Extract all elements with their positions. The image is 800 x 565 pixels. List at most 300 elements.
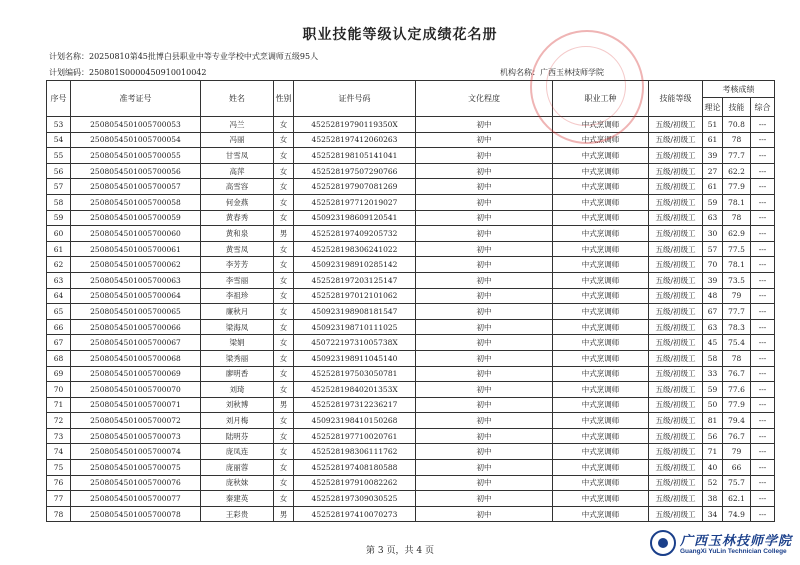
header-education: 文化程度 bbox=[416, 81, 553, 117]
cell-level: 五级/初级工 bbox=[649, 288, 703, 304]
cell-theory: 57 bbox=[703, 241, 723, 257]
cell-level: 五级/初级工 bbox=[649, 241, 703, 257]
table-row bbox=[47, 226, 775, 242]
cell-education: 初中 bbox=[416, 335, 553, 351]
table-row bbox=[47, 194, 775, 210]
cell-theory: 52 bbox=[703, 475, 723, 491]
cell-trade: 中式烹调师 bbox=[553, 335, 649, 351]
cell-exam-no: 2508054501005700071 bbox=[71, 397, 201, 413]
cell-trade: 中式烹调师 bbox=[553, 319, 649, 335]
cell-id-no: 450923198710111025 bbox=[294, 319, 416, 335]
cell-overall: --- bbox=[751, 444, 775, 460]
cell-trade: 中式烹调师 bbox=[553, 210, 649, 226]
cell-id-no: 450923198910285142 bbox=[294, 257, 416, 273]
table-row bbox=[47, 397, 775, 413]
cell-overall: --- bbox=[751, 506, 775, 522]
cell-level: 五级/初级工 bbox=[649, 506, 703, 522]
cell-name: 陆明芬 bbox=[201, 428, 274, 444]
cell-education: 初中 bbox=[416, 179, 553, 195]
cell-trade: 中式烹调师 bbox=[553, 475, 649, 491]
cell-theory: 30 bbox=[703, 226, 723, 242]
cell-exam-no: 2508054501005700069 bbox=[71, 366, 201, 382]
cell-name: 梁秀丽 bbox=[201, 350, 274, 366]
cell-exam-no: 2508054501005700064 bbox=[71, 288, 201, 304]
table-row bbox=[47, 272, 775, 288]
cell-trade: 中式烹调师 bbox=[553, 132, 649, 148]
table-row bbox=[47, 491, 775, 507]
cell-education: 初中 bbox=[416, 506, 553, 522]
cell-gender: 女 bbox=[274, 210, 294, 226]
cell-level: 五级/初级工 bbox=[649, 132, 703, 148]
cell-education: 初中 bbox=[416, 350, 553, 366]
cell-id-no: 452528197312236217 bbox=[294, 397, 416, 413]
cell-gender: 女 bbox=[274, 460, 294, 476]
cell-level: 五级/初级工 bbox=[649, 117, 703, 133]
cell-seq: 56 bbox=[47, 163, 71, 179]
organization-label: 机构名称： bbox=[500, 68, 540, 77]
cell-id-no: 452528197710020761 bbox=[294, 428, 416, 444]
cell-skill: 79 bbox=[723, 288, 751, 304]
header-scores-group: 考核成绩 bbox=[703, 81, 775, 98]
cell-theory: 81 bbox=[703, 413, 723, 429]
cell-theory: 39 bbox=[703, 272, 723, 288]
cell-theory: 61 bbox=[703, 179, 723, 195]
cell-trade: 中式烹调师 bbox=[553, 304, 649, 320]
cell-theory: 59 bbox=[703, 382, 723, 398]
cell-education: 初中 bbox=[416, 117, 553, 133]
cell-skill: 79.4 bbox=[723, 413, 751, 429]
cell-education: 初中 bbox=[416, 491, 553, 507]
cell-theory: 39 bbox=[703, 148, 723, 164]
cell-level: 五级/初级工 bbox=[649, 491, 703, 507]
cell-overall: --- bbox=[751, 319, 775, 335]
cell-skill: 62.1 bbox=[723, 491, 751, 507]
cell-gender: 女 bbox=[274, 148, 294, 164]
cell-exam-no: 2508054501005700057 bbox=[71, 179, 201, 195]
cell-theory: 48 bbox=[703, 288, 723, 304]
cell-seq: 57 bbox=[47, 179, 71, 195]
college-emblem-icon bbox=[650, 530, 676, 556]
cell-skill: 77.6 bbox=[723, 382, 751, 398]
cell-name: 廉秋月 bbox=[201, 304, 274, 320]
cell-name: 高雪容 bbox=[201, 179, 274, 195]
cell-seq: 62 bbox=[47, 257, 71, 273]
cell-skill: 78 bbox=[723, 210, 751, 226]
cell-id-no: 452528197907081269 bbox=[294, 179, 416, 195]
cell-education: 初中 bbox=[416, 382, 553, 398]
cell-skill: 77.9 bbox=[723, 397, 751, 413]
cell-education: 初中 bbox=[416, 241, 553, 257]
cell-skill: 75.4 bbox=[723, 335, 751, 351]
cell-level: 五级/初级工 bbox=[649, 444, 703, 460]
table-row bbox=[47, 335, 775, 351]
cell-exam-no: 2508054501005700059 bbox=[71, 210, 201, 226]
cell-name: 庞丽蓉 bbox=[201, 460, 274, 476]
cell-trade: 中式烹调师 bbox=[553, 382, 649, 398]
cell-gender: 女 bbox=[274, 366, 294, 382]
cell-seq: 64 bbox=[47, 288, 71, 304]
cell-exam-no: 2508054501005700078 bbox=[71, 506, 201, 522]
cell-skill: 70.8 bbox=[723, 117, 751, 133]
cell-level: 五级/初级工 bbox=[649, 382, 703, 398]
cell-id-no: 452528197503050781 bbox=[294, 366, 416, 382]
cell-skill: 77.7 bbox=[723, 304, 751, 320]
cell-overall: --- bbox=[751, 304, 775, 320]
cell-level: 五级/初级工 bbox=[649, 335, 703, 351]
cell-overall: --- bbox=[751, 428, 775, 444]
cell-exam-no: 2508054501005700061 bbox=[71, 241, 201, 257]
cell-gender: 女 bbox=[274, 288, 294, 304]
cell-gender: 女 bbox=[274, 179, 294, 195]
cell-education: 初中 bbox=[416, 413, 553, 429]
cell-education: 初中 bbox=[416, 319, 553, 335]
cell-trade: 中式烹调师 bbox=[553, 460, 649, 476]
cell-name: 梁海凤 bbox=[201, 319, 274, 335]
cell-theory: 67 bbox=[703, 304, 723, 320]
table-row bbox=[47, 350, 775, 366]
cell-trade: 中式烹调师 bbox=[553, 288, 649, 304]
cell-level: 五级/初级工 bbox=[649, 304, 703, 320]
cell-trade: 中式烹调师 bbox=[553, 241, 649, 257]
cell-exam-no: 2508054501005700068 bbox=[71, 350, 201, 366]
plan-code-value: 250801S000045091001004​2 bbox=[89, 68, 207, 77]
cell-skill: 78.1 bbox=[723, 257, 751, 273]
cell-gender: 女 bbox=[274, 132, 294, 148]
cell-skill: 76.7 bbox=[723, 428, 751, 444]
cell-level: 五级/初级工 bbox=[649, 257, 703, 273]
cell-name: 黄春秀 bbox=[201, 210, 274, 226]
plan-code bbox=[49, 67, 206, 78]
cell-name: 黄雪凤 bbox=[201, 241, 274, 257]
cell-exam-no: 2508054501005700075 bbox=[71, 460, 201, 476]
cell-name: 秦建英 bbox=[201, 491, 274, 507]
cell-level: 五级/初级工 bbox=[649, 350, 703, 366]
table-row bbox=[47, 288, 775, 304]
cell-education: 初中 bbox=[416, 460, 553, 476]
cell-id-no: 452528197412060263 bbox=[294, 132, 416, 148]
cell-id-no: 450923198911045140 bbox=[294, 350, 416, 366]
cell-education: 初中 bbox=[416, 210, 553, 226]
cell-name: 刘琦 bbox=[201, 382, 274, 398]
cell-id-no: 450923198609120541 bbox=[294, 210, 416, 226]
cell-trade: 中式烹调师 bbox=[553, 366, 649, 382]
cell-gender: 女 bbox=[274, 241, 294, 257]
cell-seq: 63 bbox=[47, 272, 71, 288]
cell-name: 冯丽 bbox=[201, 132, 274, 148]
cell-overall: --- bbox=[751, 194, 775, 210]
cell-trade: 中式烹调师 bbox=[553, 444, 649, 460]
cell-seq: 73 bbox=[47, 428, 71, 444]
cell-education: 初中 bbox=[416, 475, 553, 491]
cell-education: 初中 bbox=[416, 272, 553, 288]
cell-gender: 女 bbox=[274, 319, 294, 335]
cell-level: 五级/初级工 bbox=[649, 210, 703, 226]
table-row bbox=[47, 210, 775, 226]
cell-id-no: 452528198306241022 bbox=[294, 241, 416, 257]
table-row bbox=[47, 382, 775, 398]
cell-exam-no: 2508054501005700070 bbox=[71, 382, 201, 398]
cell-overall: --- bbox=[751, 272, 775, 288]
plan-name bbox=[49, 51, 318, 62]
cell-level: 五级/初级工 bbox=[649, 319, 703, 335]
cell-id-no: 452528197408180588 bbox=[294, 460, 416, 476]
cell-skill: 66 bbox=[723, 460, 751, 476]
table-row bbox=[47, 366, 775, 382]
cell-trade: 中式烹调师 bbox=[553, 148, 649, 164]
cell-trade: 中式烹调师 bbox=[553, 350, 649, 366]
cell-skill: 78 bbox=[723, 350, 751, 366]
table-row bbox=[47, 163, 775, 179]
cell-gender: 男 bbox=[274, 506, 294, 522]
cell-theory: 38 bbox=[703, 491, 723, 507]
cell-level: 五级/初级工 bbox=[649, 272, 703, 288]
cell-theory: 45 bbox=[703, 335, 723, 351]
cell-seq: 78 bbox=[47, 506, 71, 522]
header-level: 技能等级 bbox=[649, 81, 703, 117]
cell-gender: 女 bbox=[274, 350, 294, 366]
table-row bbox=[47, 428, 775, 444]
cell-exam-no: 2508054501005700072 bbox=[71, 413, 201, 429]
cell-theory: 50 bbox=[703, 397, 723, 413]
cell-id-no: 452528198105141041 bbox=[294, 148, 416, 164]
cell-theory: 63 bbox=[703, 210, 723, 226]
cell-seq: 65 bbox=[47, 304, 71, 320]
cell-name: 廖明香 bbox=[201, 366, 274, 382]
cell-skill: 77.7 bbox=[723, 148, 751, 164]
page-indicator: 第 3 页，共 4 页 bbox=[366, 546, 434, 556]
cell-gender: 男 bbox=[274, 397, 294, 413]
cell-overall: --- bbox=[751, 148, 775, 164]
cell-name: 高萍 bbox=[201, 163, 274, 179]
cell-name: 李雪丽 bbox=[201, 272, 274, 288]
cell-level: 五级/初级工 bbox=[649, 163, 703, 179]
cell-gender: 女 bbox=[274, 117, 294, 133]
cell-id-no: 452528197712019027 bbox=[294, 194, 416, 210]
cell-name: 何金燕 bbox=[201, 194, 274, 210]
cell-education: 初中 bbox=[416, 132, 553, 148]
cell-level: 五级/初级工 bbox=[649, 475, 703, 491]
cell-seq: 59 bbox=[47, 210, 71, 226]
cell-trade: 中式烹调师 bbox=[553, 226, 649, 242]
cell-exam-no: 2508054501005700056 bbox=[71, 163, 201, 179]
header-overall: 综合 bbox=[751, 98, 775, 117]
cell-overall: --- bbox=[751, 475, 775, 491]
cell-seq: 60 bbox=[47, 226, 71, 242]
cell-skill: 73.5 bbox=[723, 272, 751, 288]
header-name: 姓名 bbox=[201, 81, 274, 117]
cell-seq: 54 bbox=[47, 132, 71, 148]
cell-id-no: 452528197507290766 bbox=[294, 163, 416, 179]
cell-name: 黄和泉 bbox=[201, 226, 274, 242]
cell-exam-no: 2508054501005700058 bbox=[71, 194, 201, 210]
cell-level: 五级/初级工 bbox=[649, 397, 703, 413]
cell-gender: 女 bbox=[274, 257, 294, 273]
cell-overall: --- bbox=[751, 241, 775, 257]
college-name-cn: 广西玉林技师学院 bbox=[680, 534, 793, 549]
cell-overall: --- bbox=[751, 491, 775, 507]
table-row bbox=[47, 444, 775, 460]
header-seq: 序号 bbox=[47, 81, 71, 117]
cell-gender: 女 bbox=[274, 304, 294, 320]
cell-exam-no: 2508054501005700067 bbox=[71, 335, 201, 351]
cell-trade: 中式烹调师 bbox=[553, 194, 649, 210]
cell-gender: 女 bbox=[274, 491, 294, 507]
cell-name: 庞凤连 bbox=[201, 444, 274, 460]
cell-overall: --- bbox=[751, 460, 775, 476]
cell-overall: --- bbox=[751, 179, 775, 195]
cell-trade: 中式烹调师 bbox=[553, 397, 649, 413]
table-row bbox=[47, 319, 775, 335]
cell-gender: 女 bbox=[274, 428, 294, 444]
cell-seq: 75 bbox=[47, 460, 71, 476]
document-title: 职业技能等级认定成绩花名册 bbox=[302, 27, 498, 43]
cell-level: 五级/初级工 bbox=[649, 428, 703, 444]
cell-skill: 77.9 bbox=[723, 179, 751, 195]
cell-exam-no: 2508054501005700076 bbox=[71, 475, 201, 491]
cell-exam-no: 2508054501005700066 bbox=[71, 319, 201, 335]
cell-education: 初中 bbox=[416, 148, 553, 164]
cell-theory: 71 bbox=[703, 444, 723, 460]
cell-overall: --- bbox=[751, 163, 775, 179]
header-trade: 职业工种 bbox=[553, 81, 649, 117]
cell-trade: 中式烹调师 bbox=[553, 272, 649, 288]
cell-overall: --- bbox=[751, 366, 775, 382]
cell-overall: --- bbox=[751, 335, 775, 351]
cell-trade: 中式烹调师 bbox=[553, 117, 649, 133]
cell-overall: --- bbox=[751, 257, 775, 273]
cell-id-no: 452528197012101062 bbox=[294, 288, 416, 304]
cell-education: 初中 bbox=[416, 397, 553, 413]
cell-gender: 男 bbox=[274, 226, 294, 242]
roster-body bbox=[47, 117, 775, 522]
cell-theory: 56 bbox=[703, 428, 723, 444]
cell-overall: --- bbox=[751, 210, 775, 226]
cell-overall: --- bbox=[751, 397, 775, 413]
cell-id-no: 45252819840201353X bbox=[294, 382, 416, 398]
cell-level: 五级/初级工 bbox=[649, 179, 703, 195]
cell-education: 初中 bbox=[416, 428, 553, 444]
cell-level: 五级/初级工 bbox=[649, 366, 703, 382]
college-name-en: GuangXi YuLin Technician College bbox=[680, 548, 787, 555]
cell-gender: 女 bbox=[274, 382, 294, 398]
cell-skill: 74.9 bbox=[723, 506, 751, 522]
cell-trade: 中式烹调师 bbox=[553, 163, 649, 179]
cell-name: 梁娟 bbox=[201, 335, 274, 351]
cell-seq: 71 bbox=[47, 397, 71, 413]
cell-id-no: 45072219731005738X bbox=[294, 335, 416, 351]
cell-skill: 79 bbox=[723, 444, 751, 460]
cell-name: 刘月梅 bbox=[201, 413, 274, 429]
table-row bbox=[47, 132, 775, 148]
cell-id-no: 452528197910082262 bbox=[294, 475, 416, 491]
cell-id-no: 452528198306111762 bbox=[294, 444, 416, 460]
table-row bbox=[47, 475, 775, 491]
cell-id-no: 452528197901193​50X bbox=[294, 117, 416, 133]
cell-seq: 77 bbox=[47, 491, 71, 507]
cell-trade: 中式烹调师 bbox=[553, 428, 649, 444]
cell-education: 初中 bbox=[416, 257, 553, 273]
cell-id-no: 452528197203125147 bbox=[294, 272, 416, 288]
cell-level: 五级/初级工 bbox=[649, 460, 703, 476]
cell-name: 李芳芳 bbox=[201, 257, 274, 273]
cell-education: 初中 bbox=[416, 194, 553, 210]
cell-exam-no: 2508054501005700065 bbox=[71, 304, 201, 320]
cell-trade: 中式烹调师 bbox=[553, 413, 649, 429]
plan-name-label: 计划名称： bbox=[49, 52, 89, 61]
cell-name: 王彩贵 bbox=[201, 506, 274, 522]
table-row bbox=[47, 148, 775, 164]
cell-seq: 66 bbox=[47, 319, 71, 335]
cell-theory: 40 bbox=[703, 460, 723, 476]
cell-gender: 女 bbox=[274, 444, 294, 460]
cell-overall: --- bbox=[751, 413, 775, 429]
cell-exam-no: 2508054501005700054 bbox=[71, 132, 201, 148]
plan-name-value: 20250810第45批博白县职业中等专业学校中式烹调师五级95人 bbox=[89, 52, 319, 61]
cell-trade: 中式烹调师 bbox=[553, 257, 649, 273]
cell-seq: 72 bbox=[47, 413, 71, 429]
header-skill: 技能 bbox=[723, 98, 751, 117]
cell-id-no: 452528197409205732 bbox=[294, 226, 416, 242]
cell-education: 初中 bbox=[416, 366, 553, 382]
cell-education: 初中 bbox=[416, 304, 553, 320]
cell-skill: 77.5 bbox=[723, 241, 751, 257]
cell-theory: 58 bbox=[703, 350, 723, 366]
cell-exam-no: 2508054501005700077 bbox=[71, 491, 201, 507]
cell-name: 庞秋妹 bbox=[201, 475, 274, 491]
cell-id-no: 452528197410070273 bbox=[294, 506, 416, 522]
cell-exam-no: 250805450100570005​3 bbox=[71, 117, 201, 133]
cell-seq: 61 bbox=[47, 241, 71, 257]
header-exam-no: 准考证号 bbox=[71, 81, 201, 117]
cell-seq: 53 bbox=[47, 117, 71, 133]
cell-exam-no: 2508054501005700060 bbox=[71, 226, 201, 242]
cell-seq: 69 bbox=[47, 366, 71, 382]
cell-education: 初中 bbox=[416, 444, 553, 460]
table-row bbox=[47, 241, 775, 257]
cell-overall: --- bbox=[751, 117, 775, 133]
cell-overall: --- bbox=[751, 350, 775, 366]
plan-code-label: 计划编码： bbox=[49, 68, 89, 77]
cell-theory: 34 bbox=[703, 506, 723, 522]
table-row bbox=[47, 413, 775, 429]
cell-skill: 78 bbox=[723, 132, 751, 148]
cell-seq: 74 bbox=[47, 444, 71, 460]
cell-skill: 62.9 bbox=[723, 226, 751, 242]
cell-theory: 27 bbox=[703, 163, 723, 179]
cell-overall: --- bbox=[751, 132, 775, 148]
cell-level: 五级/初级工 bbox=[649, 226, 703, 242]
cell-id-no: 450923198410150268 bbox=[294, 413, 416, 429]
cell-education: 初中 bbox=[416, 288, 553, 304]
header-id-no: 证件号码 bbox=[294, 81, 416, 117]
score-roster-table bbox=[46, 80, 775, 522]
cell-theory: 59 bbox=[703, 194, 723, 210]
cell-id-no: 450923198908181547 bbox=[294, 304, 416, 320]
cell-seq: 76 bbox=[47, 475, 71, 491]
table-row bbox=[47, 460, 775, 476]
cell-level: 五级/初级工 bbox=[649, 413, 703, 429]
cell-gender: 女 bbox=[274, 163, 294, 179]
cell-education: 初中 bbox=[416, 226, 553, 242]
cell-overall: --- bbox=[751, 226, 775, 242]
cell-level: 五级/初级工 bbox=[649, 194, 703, 210]
cell-trade: 中式烹调师 bbox=[553, 491, 649, 507]
cell-theory: 51 bbox=[703, 117, 723, 133]
header-theory: 理论 bbox=[703, 98, 723, 117]
table-row bbox=[47, 117, 775, 133]
cell-overall: --- bbox=[751, 382, 775, 398]
cell-seq: 67 bbox=[47, 335, 71, 351]
